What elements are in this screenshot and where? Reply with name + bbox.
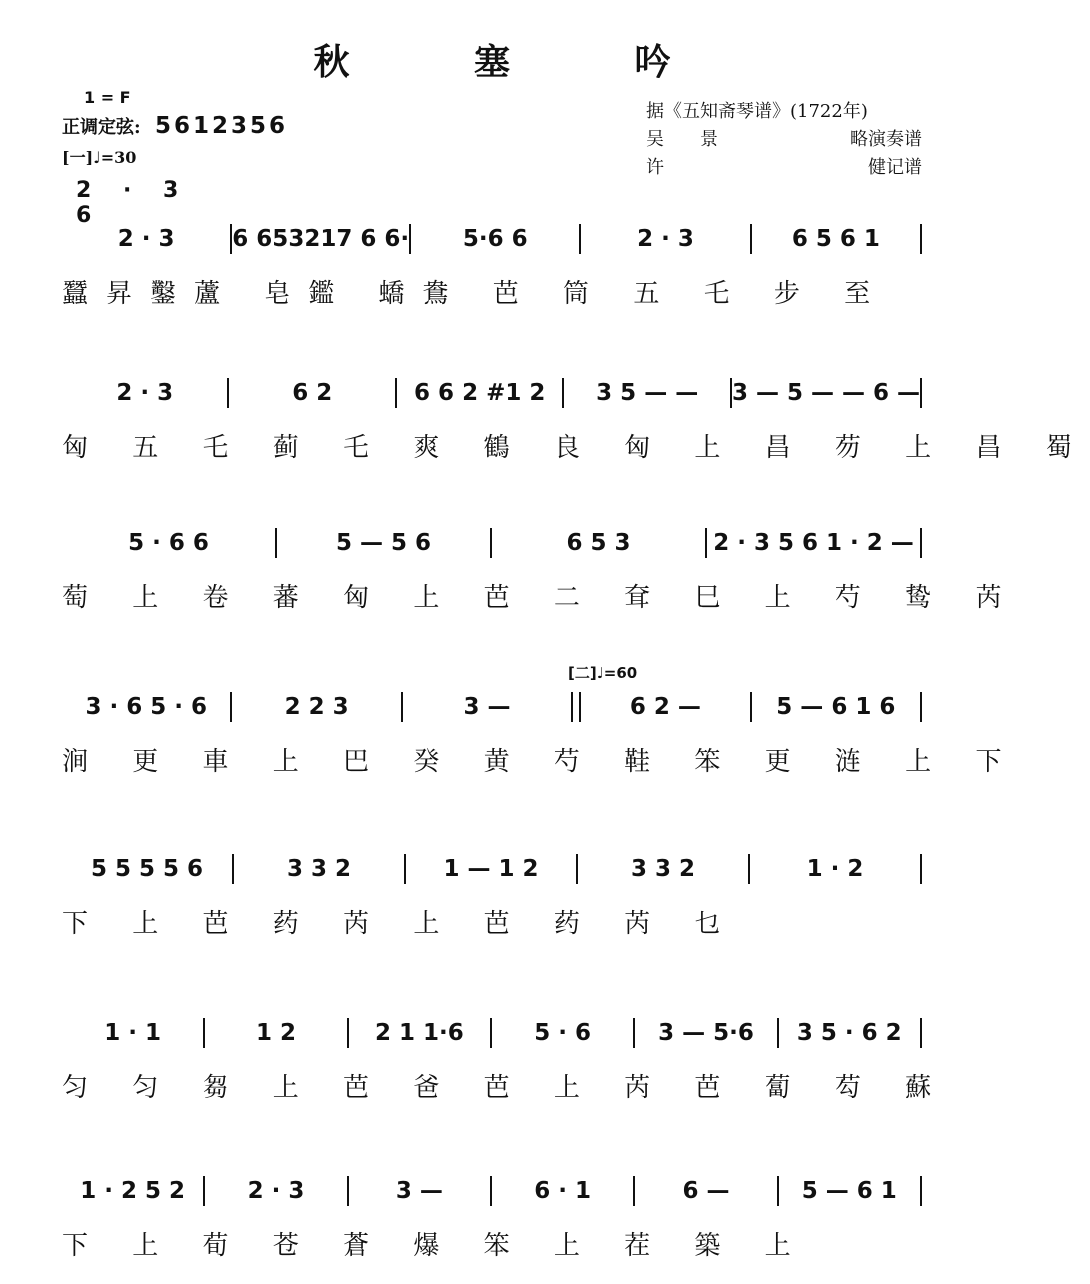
header-left [62, 88, 288, 168]
performer-line [646, 126, 922, 154]
measure: 3 5 · 6 2 [796, 1020, 902, 1046]
measure: 1 2 [255, 1020, 296, 1046]
measure: 3 — 5·6 [658, 1020, 754, 1046]
measure: 6 2 [292, 380, 333, 406]
measure: 3 — 5 — — 6 — [731, 380, 920, 406]
score-system [62, 372, 1090, 464]
measure: 5 — 6 1 6 [776, 694, 896, 720]
measure: 5 5 5 5 6 [90, 856, 204, 882]
measure: 5·6 6 [462, 226, 528, 252]
measure: 2 2 3 [284, 694, 349, 720]
notation-line [62, 522, 922, 563]
measure: 3 5 — — [596, 380, 699, 406]
source-line [646, 98, 922, 126]
tablature-line: 下 上 芭 药 芮 上 芭 药 芮 乜 [62, 909, 739, 939]
measure: 3 3 2 [630, 856, 696, 882]
measure: 2 1 1·6 [374, 1020, 464, 1046]
score-system [62, 1170, 922, 1262]
measure: 5 · 6 6 [128, 530, 209, 556]
measure: 3 3 2 [286, 856, 352, 882]
measure: 2 · 3 [637, 226, 694, 252]
measure: 5 — 6 1 [801, 1178, 897, 1204]
measure: 6 5 6 1 [791, 226, 880, 252]
measure: 3 — [395, 1178, 443, 1204]
measure: 1 — 1 2 [443, 856, 539, 882]
performer-role: 略演奏谱 [850, 129, 922, 150]
bar-line [920, 224, 922, 254]
bar-line [920, 1018, 922, 1048]
notation-line [62, 686, 922, 727]
section-two-mark: [二]♩=60 [568, 664, 638, 682]
bar-line [571, 692, 581, 722]
measure: 6 5 3 [566, 530, 631, 556]
tablature-line: 蠶昇鑿蘆 皂鑑 蟜鴦 芭 筒 五 乇 步 至 [62, 279, 889, 309]
tuning-line [62, 113, 288, 139]
measure: 2 · 3 [117, 226, 175, 252]
measure: 1 · 2 5 2 [80, 1178, 186, 1204]
score-system [62, 1012, 950, 1104]
tablature-line: 匀 匀 芻 上 芭 爸 芭 上 芮 芭 蔔 芶 蘇 [62, 1073, 950, 1103]
source-text: 据《五知斋琴谱》(1722年) [646, 101, 868, 122]
transcriber-role: 健记谱 [868, 157, 922, 178]
measure: 6 6 2 #1 2 [414, 380, 546, 406]
measure: 6 · 1 [534, 1178, 592, 1204]
measure: 6 — [682, 1178, 730, 1204]
score-system [62, 848, 922, 940]
page-title: 秋 塞 吟 [313, 41, 727, 83]
score-system [62, 218, 922, 310]
transcriber-name: 许 [646, 157, 664, 178]
measure: 2 · 3 [247, 1178, 305, 1204]
measure: 3 — [463, 694, 511, 720]
measure: 6 653217 6 6· [232, 226, 410, 252]
notation-line [62, 848, 922, 889]
key-signature: 1 = F [84, 88, 131, 107]
section-one-mark: [一]♩=30 [62, 148, 137, 167]
bar-line [920, 854, 922, 884]
score-system [62, 686, 1020, 778]
transcriber-line [646, 154, 922, 182]
bar-line [920, 1176, 922, 1206]
measure: 5 · 6 [534, 1020, 592, 1046]
tuning-notes: 5612356 [154, 113, 288, 139]
measure: 3 · 6 5 · 6 [85, 694, 207, 720]
measure: 6 2 — [629, 694, 701, 720]
score-system [62, 522, 1020, 614]
measure: 1 · 2 [806, 856, 864, 882]
tablature-line: 萄 上 卷 蕃 匈 上 芭 二 耷 巳 上 芍 鸷 芮 [62, 583, 1020, 613]
tuning-label: 正调定弦: [62, 117, 141, 138]
measure: 1 · 1 [104, 1020, 162, 1046]
header-right [646, 98, 922, 182]
measure: 2 · 3 5 6 1 · 2 — [713, 530, 914, 556]
tablature-line: 下 上 荀 苍 蒼 爆 笨 上 茬 築 上 [62, 1231, 809, 1261]
notation-line [62, 1012, 922, 1053]
bar-line [920, 378, 922, 408]
notation-line [62, 218, 922, 259]
tablature-line: 涧 更 車 上 巴 癸 黄 芍 鞋 笨 更 涟 上 下 [62, 747, 1020, 777]
performer-name: 吴 景 [646, 129, 718, 150]
notation-line [62, 372, 922, 413]
bar-line [920, 528, 922, 558]
tablature-line: 匈 五 乇 蓟 乇 爽 鶴 良 匈 上 昌 芴 上 昌 蜀 [62, 433, 1090, 463]
bar-line [920, 692, 922, 722]
measure: 5 — 5 6 [335, 530, 432, 556]
intro-notes: 2 · 3 6 [76, 178, 191, 228]
measure: 2 · 3 [116, 380, 174, 406]
notation-line [62, 1170, 922, 1211]
